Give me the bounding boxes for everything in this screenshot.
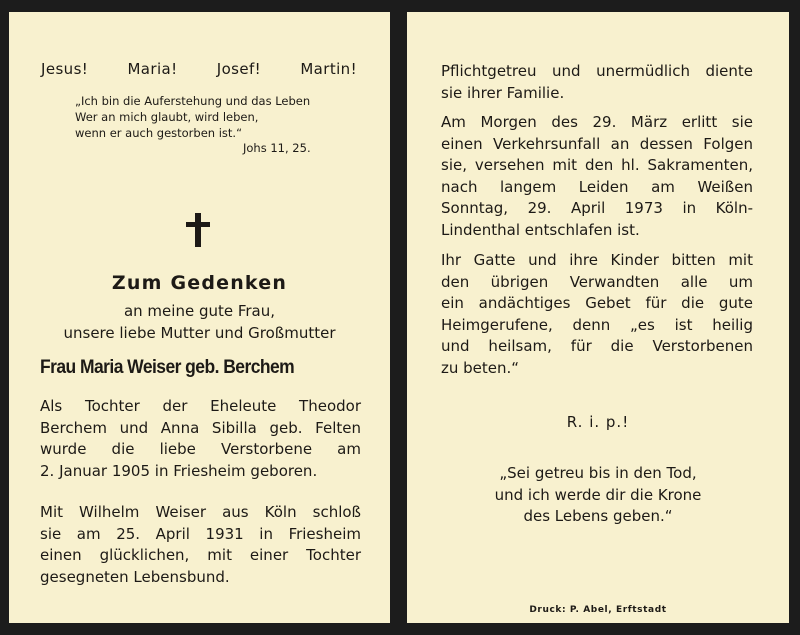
text-line: einen glücklichen, mit einer Tochter	[40, 546, 361, 564]
left-card-page	[9, 12, 390, 623]
invocation-word: Maria!	[127, 60, 178, 78]
quote-line: „Ich bin die Auferstehung und das Leben	[75, 94, 311, 108]
text-line: Berchem und Anna Sibilla geb. Felten	[40, 418, 361, 437]
printer-imprint: Druck: P. Abel, Erftstadt	[529, 605, 667, 615]
text-line: Mit Wilhelm Weiser aus Köln schloß	[40, 503, 361, 521]
verse-reference: Johs 11, 25.	[243, 141, 311, 155]
text-line: nach langem Leiden am Weißen	[441, 177, 753, 196]
closing-quote	[407, 463, 789, 528]
text-line: gesegneten Lebensbund.	[40, 567, 230, 586]
rip-line: R. i. p.!	[566, 413, 630, 431]
scripture-quote	[75, 93, 355, 141]
text-line: ein andächtiges Gebet für die gute	[441, 294, 753, 312]
quote-line: „Sei getreu bis in den Tod,	[499, 464, 697, 482]
text-line: einen Verkehrsunfall an dessen Folgen	[441, 134, 753, 153]
marriage-paragraph	[40, 502, 361, 588]
cross-icon	[186, 213, 210, 247]
text-line: und heilsam, für die Verstorbenen	[441, 337, 753, 355]
right-card-page	[407, 12, 789, 623]
quote-line: des Lebens geben.“	[523, 507, 673, 525]
invocation-line	[41, 60, 357, 78]
text-line: 2. Januar 1905 in Friesheim geboren.	[40, 461, 318, 480]
text-line: Sonntag, 29. April 1973 in Köln-	[441, 199, 753, 217]
invocation-word: Jesus!	[41, 60, 89, 78]
text-line: zu beten.“	[441, 358, 520, 377]
prayer-request-paragraph	[441, 250, 753, 379]
biography-paragraph	[40, 396, 361, 482]
memorial-subheading: an meine gute Frau,	[123, 302, 276, 320]
text-line: wurde die liebe Verstorbene am	[40, 440, 361, 458]
quote-line: Wer an mich glaubt, wird leben,	[75, 110, 259, 124]
quote-line: und ich werde dir die Krone	[494, 485, 702, 504]
text-line: Als Tochter der Eheleute Theodor	[40, 397, 361, 415]
text-line: Am Morgen des 29. März erlitt sie	[441, 113, 753, 131]
quote-line: wenn er auch gestorben ist.“	[75, 126, 243, 140]
text-line: Pflichtgetreu und unermüdlich diente	[441, 62, 753, 80]
text-line: Ihr Gatte und ihre Kinder bitten mit	[441, 251, 753, 269]
memorial-heading: Zum Gedenken	[111, 272, 288, 294]
text-line: sie, versehen mit den hl. Sakramenten,	[441, 156, 753, 174]
family-paragraph	[441, 61, 753, 104]
text-line: sie am 25. April 1931 in Friesheim	[40, 524, 361, 543]
invocation-word: Martin!	[300, 60, 357, 78]
text-line: Heimgerufene, denn „es ist heilig	[441, 315, 753, 334]
deceased-name: Frau Maria Weiser geb. Berchem	[40, 357, 295, 378]
text-line: Lindenthal entschlafen ist.	[441, 220, 640, 239]
death-paragraph	[441, 112, 753, 241]
invocation-word: Josef!	[216, 60, 262, 78]
memorial-subheading: unsere liebe Mutter und Großmutter	[63, 324, 336, 342]
text-line: den übrigen Verwandten alle um	[441, 272, 753, 291]
text-line: sie ihrer Familie.	[441, 83, 565, 102]
